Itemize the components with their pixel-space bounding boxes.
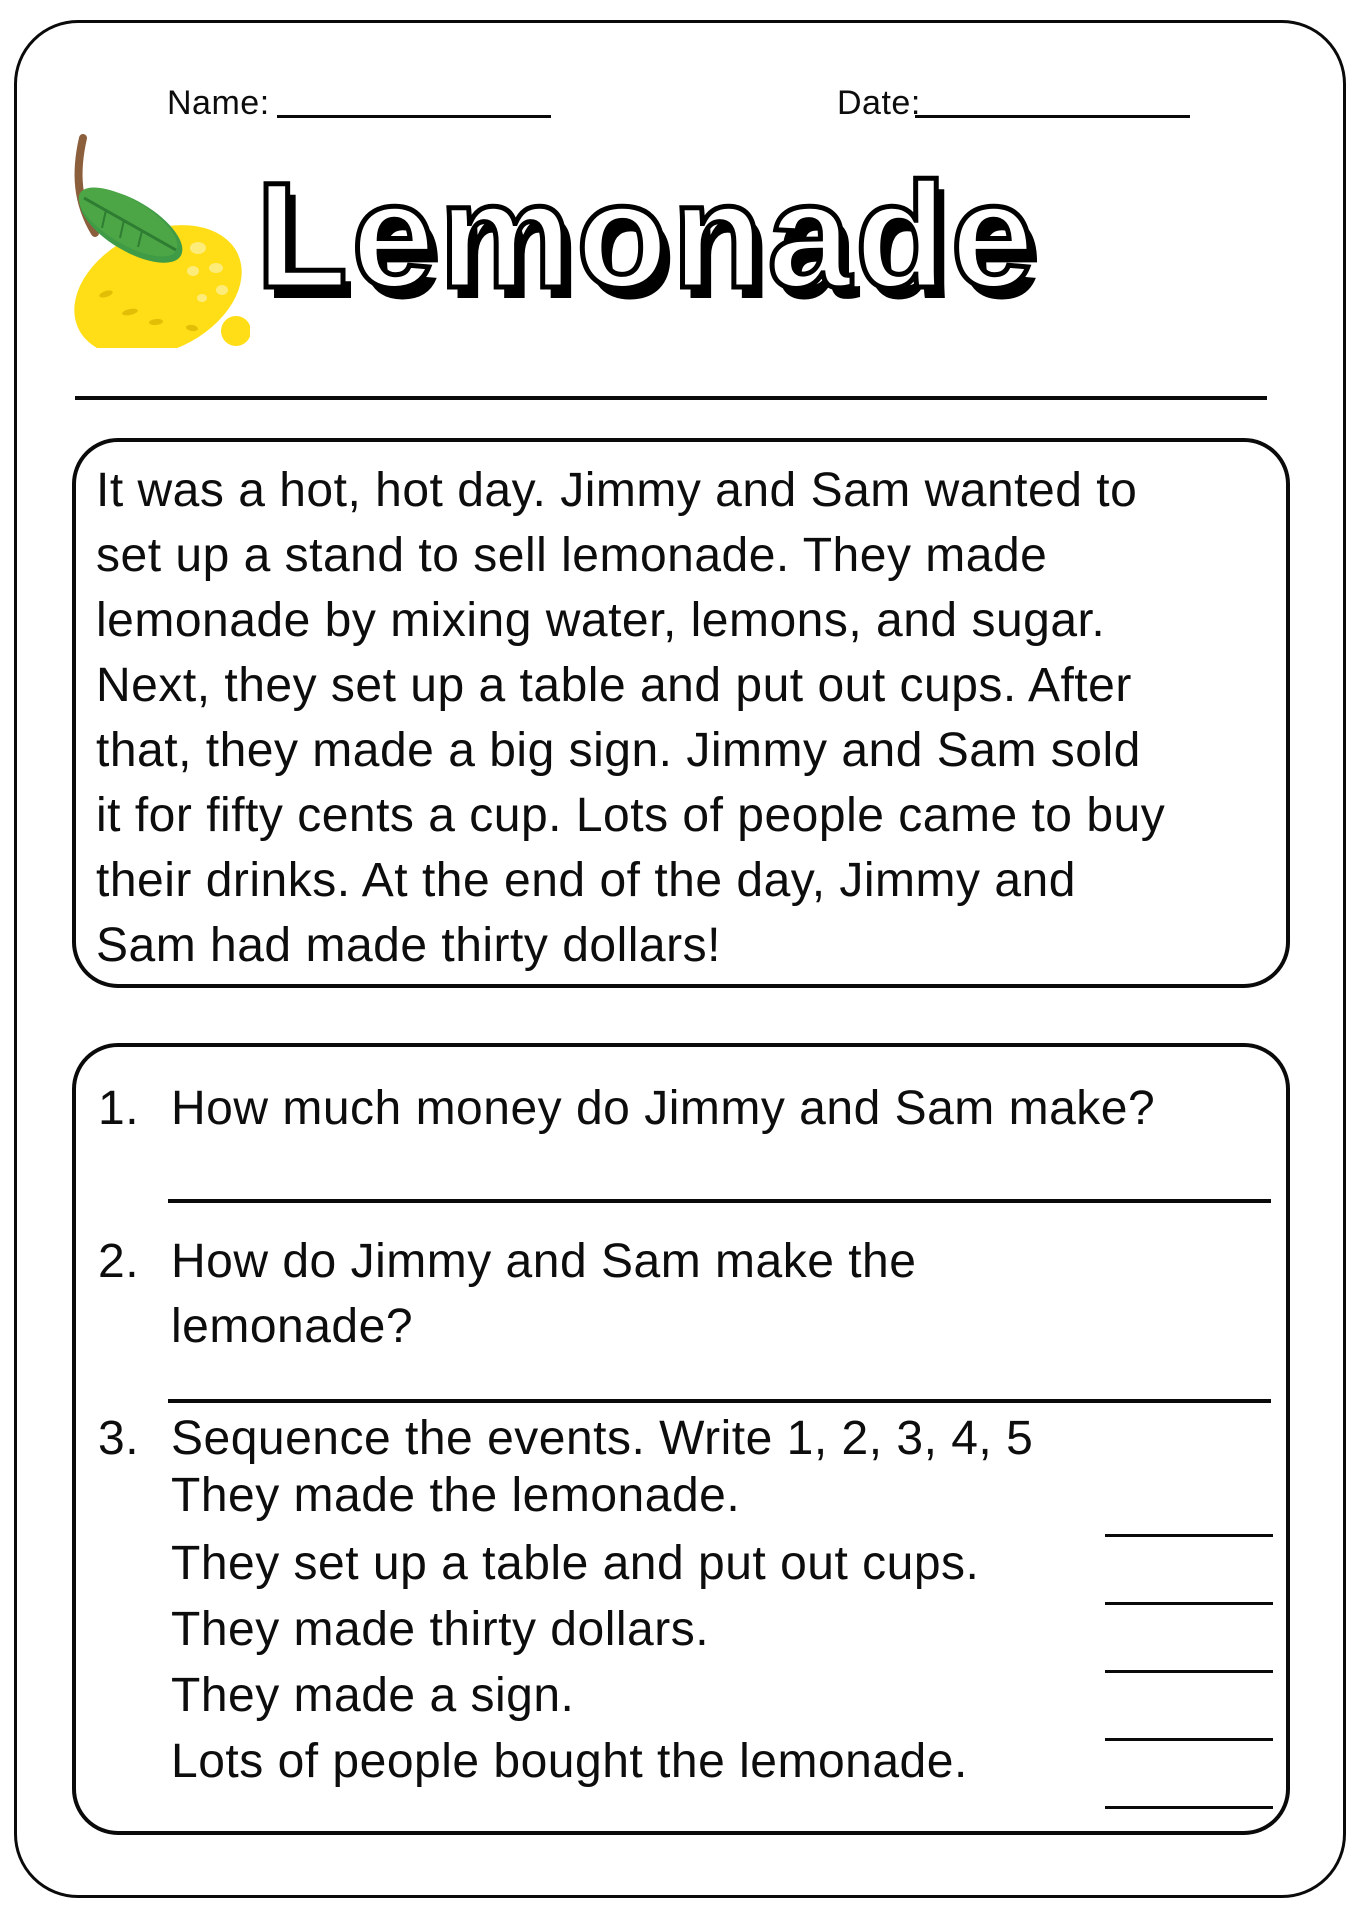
lemon-icon xyxy=(50,128,250,348)
story-line: Next, they set up a table and put out cups. After xyxy=(96,659,1132,712)
sequence-answer-blank[interactable] xyxy=(1105,1738,1273,1741)
title-divider xyxy=(75,396,1267,400)
name-blank-line[interactable] xyxy=(277,115,551,118)
sequence-answer-blank[interactable] xyxy=(1105,1534,1273,1537)
name-label: Name: xyxy=(167,84,270,122)
story-line: it for fifty cents a cup. Lots of people came to buy xyxy=(96,789,1166,842)
question-1-answer-line[interactable] xyxy=(168,1199,1271,1203)
question-2-number: 2. xyxy=(98,1235,140,1288)
question-3-number: 3. xyxy=(98,1412,140,1465)
story-line: that, they made a big sign. Jimmy and Sam sold xyxy=(96,724,1141,777)
sequence-answer-blank[interactable] xyxy=(1105,1670,1273,1673)
story-line: their drinks. At the end of the day, Jimmy and xyxy=(96,854,1076,907)
sequence-answer-blank[interactable] xyxy=(1105,1602,1273,1605)
page-title: Lemonade xyxy=(256,151,1039,319)
question-2-text-line2: lemonade? xyxy=(171,1300,414,1353)
question-3-text: Sequence the events. Write 1, 2, 3, 4, 5 xyxy=(171,1412,1034,1465)
question-2-text-line1: How do Jimmy and Sam make the xyxy=(171,1235,917,1288)
sequence-item: Lots of people bought the lemonade. xyxy=(171,1735,968,1788)
questions-box xyxy=(72,1043,1290,1835)
question-1-text: How much money do Jimmy and Sam make? xyxy=(171,1082,1156,1135)
date-blank-line[interactable] xyxy=(915,115,1190,118)
story-box xyxy=(72,438,1290,988)
sequence-item: They set up a table and put out cups. xyxy=(171,1537,980,1590)
sequence-answer-blank[interactable] xyxy=(1105,1806,1273,1809)
question-2-answer-line[interactable] xyxy=(168,1399,1271,1403)
sequence-item: They made thirty dollars. xyxy=(171,1603,710,1656)
story-line: Sam had made thirty dollars! xyxy=(96,919,721,972)
story-line: set up a stand to sell lemonade. They made xyxy=(96,529,1048,582)
story-line: lemonade by mixing water, lemons, and sugar. xyxy=(96,594,1106,647)
sequence-item: They made the lemonade. xyxy=(171,1469,741,1522)
question-1-number: 1. xyxy=(98,1082,140,1135)
story-line: It was a hot, hot day. Jimmy and Sam wanted to xyxy=(96,464,1138,517)
date-label: Date: xyxy=(837,84,921,122)
sequence-item: They made a sign. xyxy=(171,1669,575,1722)
